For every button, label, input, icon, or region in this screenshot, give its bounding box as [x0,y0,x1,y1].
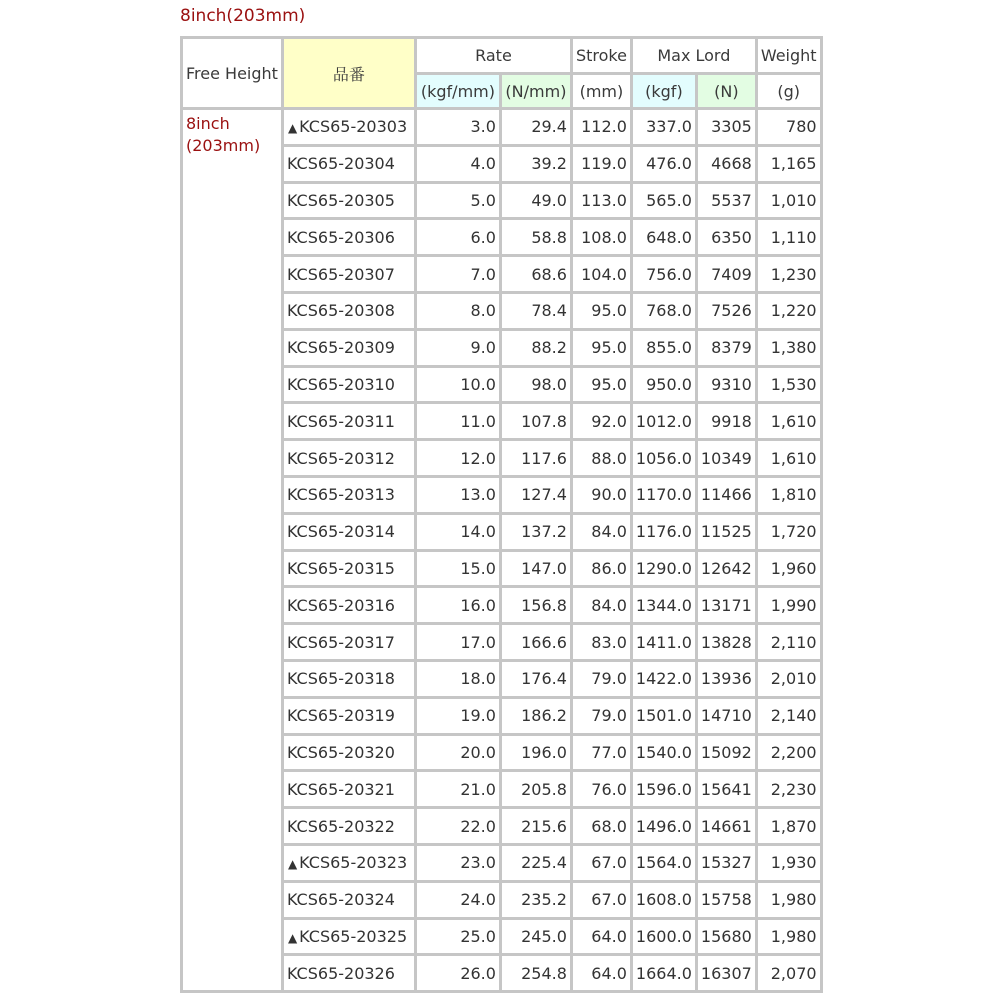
part-number-text: KCS65-20315 [286,558,395,578]
cell-weight: 2,070 [758,956,820,990]
cell-max-n: 14661 [698,809,755,843]
cell-weight: 1,990 [758,588,820,622]
part-number-text: KCS65-20316 [286,595,395,615]
cell-part-number [284,662,414,696]
part-number-text: KCS65-20324 [286,890,395,910]
part-number-text: KCS65-20320 [286,742,395,762]
cell-max-n: 7526 [698,294,755,328]
cell-rate-kgf: 26.0 [417,956,499,990]
cell-stroke: 92.0 [573,404,630,438]
cell-rate-n: 68.6 [502,257,570,291]
cell-max-n: 15641 [698,772,755,806]
cell-max-kgf: 1608.0 [633,883,695,917]
cell-rate-kgf: 13.0 [417,478,499,512]
cell-max-kgf: 1501.0 [633,699,695,733]
cell-max-kgf: 855.0 [633,331,695,365]
cell-rate-n: 225.4 [502,846,570,880]
cell-max-n: 14710 [698,699,755,733]
part-number-text: KCS65-20318 [286,669,395,689]
cell-rate-n: 147.0 [502,552,570,586]
cell-part-number [284,404,414,438]
cell-max-n: 15680 [698,920,755,954]
cell-part-number [284,331,414,365]
header-stroke: Stroke [573,39,630,72]
cell-rate-n: 88.2 [502,331,570,365]
cell-weight: 1,720 [758,515,820,549]
cell-stroke: 113.0 [573,184,630,218]
cell-weight: 1,530 [758,368,820,402]
cell-rate-n: 39.2 [502,147,570,181]
cell-rate-n: 98.0 [502,368,570,402]
cell-part-number [284,184,414,218]
cell-stroke: 77.0 [573,736,630,770]
cell-rate-kgf: 17.0 [417,625,499,659]
part-number-text: KCS65-20323 [299,853,408,873]
cell-stroke: 68.0 [573,809,630,843]
cell-weight: 2,010 [758,662,820,696]
cell-weight: 1,165 [758,147,820,181]
cell-rate-kgf: 11.0 [417,404,499,438]
cell-rate-n: 49.0 [502,184,570,218]
cell-stroke: 86.0 [573,552,630,586]
part-number-text: KCS65-20306 [286,227,395,247]
cell-part-number [284,920,414,954]
cell-max-n: 13936 [698,662,755,696]
part-number-text: KCS65-20312 [286,448,395,468]
cell-weight: 1,980 [758,920,820,954]
cell-max-kgf: 1600.0 [633,920,695,954]
cell-rate-n: 29.4 [502,110,570,144]
cell-weight: 1,220 [758,294,820,328]
page-caption: 8inch(203mm) [180,6,306,26]
header-row [183,39,820,72]
cell-rate-kgf: 19.0 [417,699,499,733]
cell-stroke: 108.0 [573,220,630,254]
cell-part-number [284,220,414,254]
cell-max-n: 5537 [698,184,755,218]
cell-max-n: 16307 [698,956,755,990]
cell-rate-n: 166.6 [502,625,570,659]
part-number-text: KCS65-20317 [286,632,395,652]
cell-rate-kgf: 15.0 [417,552,499,586]
cell-max-n: 4668 [698,147,755,181]
cell-rate-kgf: 22.0 [417,809,499,843]
cell-part-number [284,294,414,328]
cell-stroke: 112.0 [573,110,630,144]
cell-part-number [284,588,414,622]
cell-max-n: 6350 [698,220,755,254]
cell-weight: 1,010 [758,184,820,218]
cell-max-n: 15758 [698,883,755,917]
cell-rate-kgf: 16.0 [417,588,499,622]
part-number-text: KCS65-20311 [286,411,395,431]
cell-max-n: 13171 [698,588,755,622]
cell-max-kgf: 1564.0 [633,846,695,880]
cell-max-kgf: 1170.0 [633,478,695,512]
part-number-text: KCS65-20303 [299,117,408,137]
cell-stroke: 64.0 [573,920,630,954]
cell-max-kgf: 768.0 [633,294,695,328]
cell-weight: 2,230 [758,772,820,806]
cell-max-kgf: 1411.0 [633,625,695,659]
cell-rate-kgf: 5.0 [417,184,499,218]
cell-part-number [284,368,414,402]
table-body [183,39,820,990]
header-weight: Weight [758,39,820,72]
cell-max-kgf: 1176.0 [633,515,695,549]
unit-max-n: (N) [698,75,755,107]
part-number-text: KCS65-20308 [286,301,395,321]
cell-max-n: 15327 [698,846,755,880]
cell-max-kgf: 1496.0 [633,809,695,843]
cell-rate-kgf: 10.0 [417,368,499,402]
part-number-text: KCS65-20307 [286,264,395,284]
cell-rate-n: 196.0 [502,736,570,770]
cell-max-n: 12642 [698,552,755,586]
cell-rate-n: 254.8 [502,956,570,990]
part-number-text: KCS65-20309 [286,338,395,358]
cell-max-kgf: 476.0 [633,147,695,181]
cell-part-number [284,147,414,181]
cell-rate-n: 156.8 [502,588,570,622]
cell-max-kgf: 1596.0 [633,772,695,806]
cell-rate-kgf: 6.0 [417,220,499,254]
cell-stroke: 79.0 [573,699,630,733]
cell-rate-n: 117.6 [502,441,570,475]
cell-rate-kgf: 4.0 [417,147,499,181]
cell-max-n: 9918 [698,404,755,438]
cell-rate-n: 245.0 [502,920,570,954]
cell-max-n: 13828 [698,625,755,659]
cell-max-kgf: 1540.0 [633,736,695,770]
cell-rate-kgf: 25.0 [417,920,499,954]
cell-stroke: 95.0 [573,331,630,365]
cell-rate-kgf: 24.0 [417,883,499,917]
cell-weight: 780 [758,110,820,144]
cell-rate-n: 205.8 [502,772,570,806]
cell-rate-n: 58.8 [502,220,570,254]
cell-rate-kgf: 21.0 [417,772,499,806]
cell-stroke: 84.0 [573,588,630,622]
cell-weight: 1,230 [758,257,820,291]
cell-part-number [284,625,414,659]
part-number-text: KCS65-20319 [286,706,395,726]
unit-stroke: (mm) [573,75,630,107]
cell-max-kgf: 950.0 [633,368,695,402]
cell-max-kgf: 648.0 [633,220,695,254]
part-number-text: KCS65-20305 [286,190,395,210]
cell-rate-kgf: 18.0 [417,662,499,696]
cell-weight: 1,960 [758,552,820,586]
cell-stroke: 104.0 [573,257,630,291]
cell-weight: 2,200 [758,736,820,770]
cell-stroke: 67.0 [573,846,630,880]
cell-max-kgf: 1664.0 [633,956,695,990]
cell-part-number [284,552,414,586]
header-free-height: Free Height [183,39,281,107]
header-max-lord: Max Lord [633,39,755,72]
cell-stroke: 76.0 [573,772,630,806]
cell-max-kgf: 1422.0 [633,662,695,696]
spring-spec-table [180,36,823,993]
cell-part-number [284,956,414,990]
table-row [183,110,820,144]
part-number-text: KCS65-20322 [286,816,395,836]
unit-max-kgf: (kgf) [633,75,695,107]
cell-stroke: 119.0 [573,147,630,181]
cell-max-kgf: 1344.0 [633,588,695,622]
cell-stroke: 95.0 [573,368,630,402]
cell-part-number [284,257,414,291]
cell-stroke: 79.0 [573,662,630,696]
unit-weight: (g) [758,75,820,107]
cell-weight: 1,380 [758,331,820,365]
cell-rate-n: 137.2 [502,515,570,549]
part-number-text: KCS65-20326 [286,963,395,983]
cell-rate-kgf: 14.0 [417,515,499,549]
header-part-number: 品番 [284,39,414,107]
cell-stroke: 64.0 [573,956,630,990]
cell-max-n: 3305 [698,110,755,144]
cell-rate-kgf: 12.0 [417,441,499,475]
cell-part-number [284,515,414,549]
cell-stroke: 67.0 [573,883,630,917]
cell-rate-n: 235.2 [502,883,570,917]
cell-max-kgf: 1056.0 [633,441,695,475]
cell-part-number [284,772,414,806]
part-number-text: KCS65-20321 [286,779,395,799]
part-number-text: KCS65-20313 [286,485,395,505]
cell-weight: 1,870 [758,809,820,843]
cell-rate-kgf: 23.0 [417,846,499,880]
cell-max-kgf: 756.0 [633,257,695,291]
cell-rate-kgf: 7.0 [417,257,499,291]
cell-max-n: 7409 [698,257,755,291]
cell-stroke: 84.0 [573,515,630,549]
part-number-text: KCS65-20314 [286,522,395,542]
cell-max-kgf: 565.0 [633,184,695,218]
cell-max-n: 9310 [698,368,755,402]
cell-rate-n: 78.4 [502,294,570,328]
cell-max-n: 11466 [698,478,755,512]
cell-rate-kgf: 3.0 [417,110,499,144]
cell-rate-n: 107.8 [502,404,570,438]
cell-part-number [284,846,414,880]
cell-max-n: 10349 [698,441,755,475]
cell-weight: 1,980 [758,883,820,917]
cell-max-n: 8379 [698,331,755,365]
cell-weight: 2,110 [758,625,820,659]
cell-rate-kgf: 8.0 [417,294,499,328]
cell-rate-kgf: 20.0 [417,736,499,770]
cell-stroke: 88.0 [573,441,630,475]
cell-stroke: 95.0 [573,294,630,328]
cell-weight: 1,610 [758,441,820,475]
cell-rate-n: 215.6 [502,809,570,843]
cell-rate-n: 186.2 [502,699,570,733]
cell-stroke: 90.0 [573,478,630,512]
cell-part-number [284,441,414,475]
header-rate: Rate [417,39,570,72]
cell-part-number [284,883,414,917]
cell-rate-kgf: 9.0 [417,331,499,365]
cell-rate-n: 127.4 [502,478,570,512]
cell-part-number [284,736,414,770]
triangle-mark-icon: ▲ [287,930,298,945]
cell-stroke: 83.0 [573,625,630,659]
part-number-text: KCS65-20325 [299,926,408,946]
cell-weight: 1,110 [758,220,820,254]
cell-weight: 1,930 [758,846,820,880]
cell-max-kgf: 1290.0 [633,552,695,586]
cell-part-number [284,699,414,733]
part-number-text: KCS65-20310 [286,374,395,394]
cell-max-kgf: 337.0 [633,110,695,144]
part-number-text: KCS65-20304 [286,154,395,174]
cell-part-number [284,110,414,144]
cell-max-kgf: 1012.0 [633,404,695,438]
free-height-line: (203mm) [186,136,261,155]
triangle-mark-icon: ▲ [287,121,298,136]
triangle-mark-icon: ▲ [287,857,298,872]
cell-rate-n: 176.4 [502,662,570,696]
cell-weight: 2,140 [758,699,820,733]
cell-max-n: 15092 [698,736,755,770]
cell-weight: 1,810 [758,478,820,512]
free-height-value [183,110,281,990]
unit-rate-kgf: (kgf/mm) [417,75,499,107]
unit-rate-n: (N/mm) [502,75,570,107]
cell-weight: 1,610 [758,404,820,438]
cell-part-number [284,809,414,843]
cell-part-number [284,478,414,512]
free-height-line: 8inch [186,114,230,133]
cell-max-n: 11525 [698,515,755,549]
